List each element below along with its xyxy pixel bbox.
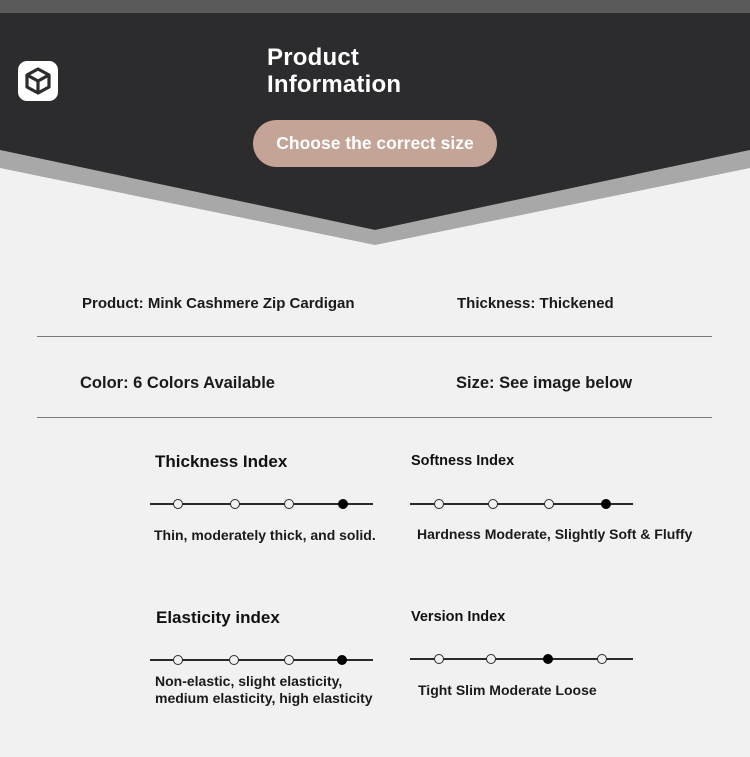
size-info: Size: See image below — [456, 374, 633, 392]
version-index-title: Version Index — [411, 609, 506, 625]
thickness-index-title: Thickness Index — [155, 452, 288, 471]
scale-dot — [597, 654, 607, 664]
scale-dot — [284, 655, 294, 665]
thickness-index-scale — [150, 496, 373, 512]
elasticity-index-scale — [150, 652, 373, 668]
product-name: Product: Mink Cashmere Zip Cardigan — [82, 295, 355, 312]
scale-dot — [486, 654, 496, 664]
elasticity-index-title: Elasticity index — [156, 608, 280, 627]
version-index-description: Tight Slim Moderate Loose — [418, 682, 597, 698]
scale-dot — [173, 655, 183, 665]
page-title — [267, 44, 401, 98]
scale-dot-selected — [543, 654, 553, 664]
cube-icon — [23, 66, 53, 96]
title-line-2: Information — [267, 71, 402, 98]
scale-dot-selected — [338, 499, 348, 509]
thickness-index-description: Thin, moderately thick, and solid. — [154, 527, 376, 543]
scale-dot — [284, 499, 294, 509]
elasticity-description-line-1: Non-elastic, slight elasticity, — [155, 673, 343, 689]
top-strip — [0, 0, 750, 13]
scale-dot — [488, 499, 498, 509]
elasticity-index-description — [155, 673, 415, 707]
scale-dot — [544, 499, 554, 509]
thickness-info: Thickness: Thickened — [457, 295, 614, 312]
version-index-scale — [410, 651, 633, 667]
scale-dot — [434, 654, 444, 664]
elasticity-description-line-2: medium elasticity, high elasticity — [155, 690, 373, 706]
scale-dot — [230, 499, 240, 509]
softness-index-scale — [410, 496, 633, 512]
scale-dot — [434, 499, 444, 509]
scale-dot — [229, 655, 239, 665]
choose-size-button[interactable]: Choose the correct size — [253, 120, 497, 167]
color-info: Color: 6 Colors Available — [80, 374, 275, 392]
divider-1 — [37, 336, 712, 337]
logo — [18, 61, 58, 101]
title-line-1: Product — [267, 44, 360, 71]
scale-dot-selected — [601, 499, 611, 509]
softness-index-title: Softness Index — [411, 453, 515, 469]
softness-index-description: Hardness Moderate, Slightly Soft & Fluffy — [417, 526, 693, 542]
scale-dot — [173, 499, 183, 509]
scale-dot-selected — [337, 655, 347, 665]
divider-2 — [37, 417, 712, 418]
